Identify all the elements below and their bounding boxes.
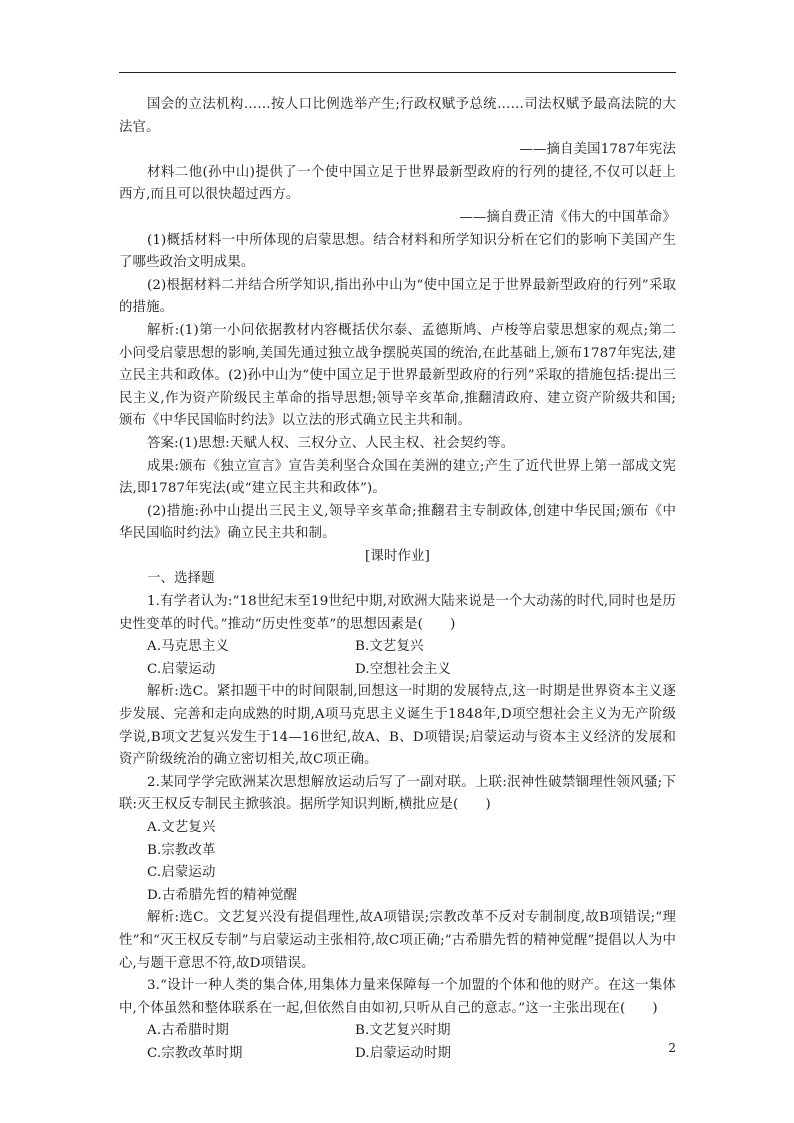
source-citation: ——摘自美国1787年宪法 bbox=[519, 142, 676, 158]
page-body bbox=[119, 94, 676, 1066]
paragraph: 国会的立法机构……按人口比例选举产生;行政权赋予总统……司法权赋予最高法院的大法官。 bbox=[119, 97, 676, 135]
option: C.宗教改革时期 bbox=[147, 1045, 243, 1061]
option: A.马克思主义 bbox=[147, 639, 229, 655]
answer: (2)措施:孙中山提出三民主义,领导辛亥革命;推翻君主专制政体,创建中华民国;颁布《中华民国临时约法》确立民主共和制。 bbox=[119, 503, 676, 542]
source-citation: ——摘自费正清《伟大的中国革命》 bbox=[459, 209, 676, 225]
analysis: 解析:(1)第一小问依据教材内容概括伏尔泰、孟德斯鸠、卢梭等启蒙思想家的观点;第二小问受启蒙思想的影响,美国先通过独立战争摆脱英国的统治,在此基础上,颁布1787年宪法,建立民主共和政体。(2)孙中山为“使中国立足于世界最新型政府的行列”采取的措施包括:提出三民主义,作为资产阶级民主革命的指导思想;领导辛亥革命,推翻清政府、建立资产阶级共和国;颁布《中华民国临时约法》以立法的形式确立民主共和制。 bbox=[119, 322, 676, 429]
answer: 答案:(1)思想:天赋人权、三权分立、人民主权、社会契约等。 bbox=[147, 435, 515, 451]
option: B.宗教改革 bbox=[147, 842, 216, 858]
options-row bbox=[119, 1020, 676, 1043]
question: (1)概括材料一中所体现的启蒙思想。结合材料和所学知识分析在它们的影响下美国产生了哪些政治文明成果。 bbox=[119, 232, 676, 271]
option: A.文艺复兴 bbox=[147, 820, 216, 835]
options-row bbox=[119, 1043, 676, 1066]
option: C.启蒙运动 bbox=[147, 865, 216, 881]
analysis: 解析:选C。紧扣题干中的时间限制,回想这一时期的发展特点,这一时期是世界资本主义逐步发展、完善和走向成熟的时期,A项马克思主义诞生于1848年,D项空想社会主义为无产阶级学说,B项文艺复兴发生于14—16世纪,故A、B、D项错误;启蒙运动与资本主义经济的发展和资产阶级统治的确立密切相关,故C项正确。 bbox=[119, 684, 676, 768]
answer: 成果:颁布《独立宣言》宣告美利坚合众国在美洲的建立;产生了近代世界上第一部成文宪法,即1787年宪法(或“建立民主共和政体”)。 bbox=[119, 458, 676, 497]
option: D.启蒙运动时期 bbox=[355, 1045, 452, 1061]
option: D.古希腊先哲的精神觉醒 bbox=[147, 887, 298, 903]
question: (2)根据材料二并结合所学知识,指出孙中山为“使中国立足于世界最新型政府的行列”采取的措施。 bbox=[119, 277, 676, 316]
option: B.文艺复兴时期 bbox=[355, 1023, 451, 1039]
header-rule bbox=[119, 72, 676, 73]
page-number: 2 bbox=[668, 1041, 676, 1055]
section-title: 一、选择题 bbox=[147, 571, 215, 587]
options-row bbox=[119, 659, 676, 682]
analysis: 解析:选C。文艺复兴没有提倡理性,故A项错误;宗教改革不反对专制制度,故B项错误;“理性”和“灭王权反专制”与启蒙运动主张相符,故C项正确;“古希腊先哲的精神觉醒”提倡以人为中心,与题干意思不符,故D项错误。 bbox=[119, 910, 676, 971]
paragraph: 材料二他(孙中山)提供了一个使中国立足于世界最新型政府的行列的捷径,不仅可以赶上西方,而且可以很快超过西方。 bbox=[119, 164, 676, 203]
question: 1.有学者认为:“18世纪末至19世纪中期,对欧洲大陆来说是一个大动荡的时代,同时也是历史性变革的时代。”推动“历史性变革”的思想因素是( ) bbox=[119, 594, 676, 632]
option: A.古希腊时期 bbox=[147, 1023, 229, 1039]
section-heading: [课时作业] bbox=[365, 548, 430, 564]
option: B.文艺复兴 bbox=[355, 639, 424, 655]
question: 2.某同学学完欧洲某次思想解放运动后写了一副对联。上联:泯神性破禁锢理性领风骚;下联:灭王权反专制民主掀骇浪。据所学知识判断,横批应是( ) bbox=[119, 774, 676, 813]
options-row bbox=[119, 636, 676, 659]
question: 3.“设计一种人类的集合体,用集体力量来保障每一个加盟的个体和他的财产。在这一集体中,个体虽然和整体联系在一起,但依然自由如初,只听从自己的意志。”这一主张出现在( ) bbox=[119, 978, 676, 1016]
option: D.空想社会主义 bbox=[355, 661, 452, 677]
option: C.启蒙运动 bbox=[147, 661, 216, 677]
